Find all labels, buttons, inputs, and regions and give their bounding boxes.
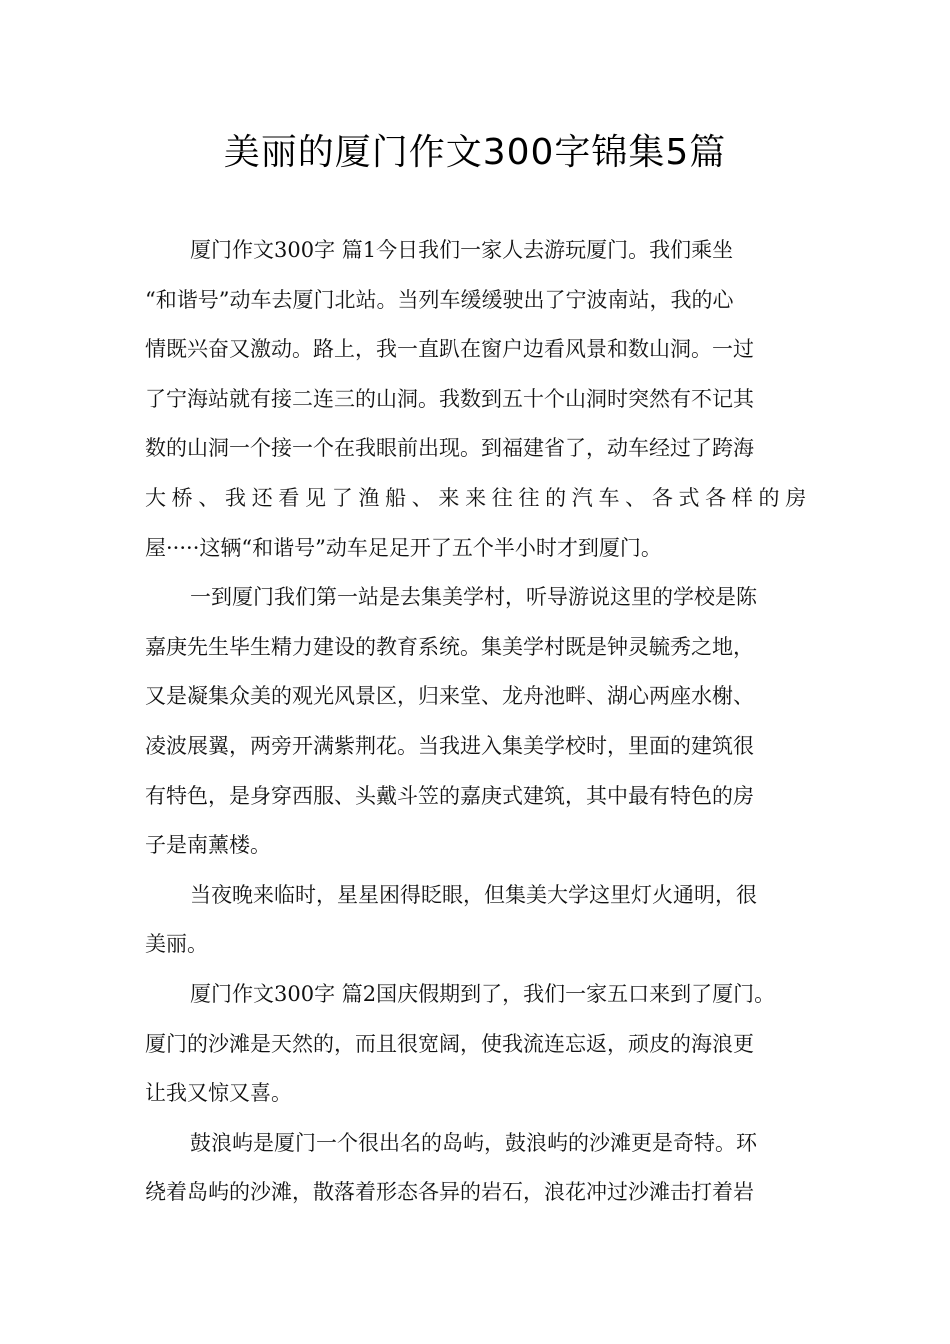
text-line: 数的山洞一个接一个在我眼前出现。到福建省了，动车经过了跨海 — [145, 436, 754, 461]
text-line: 厦门作文300字 篇2国庆假期到了，我们一家五口来到了厦门。 — [190, 981, 776, 1006]
text-line: 大 桥 、 我 还 看 见 了 渔 船 、 来 来 往 往 的 汽 车 、 各 式 各 样 的 房 — [145, 485, 806, 510]
text-line: 当夜晚来临时，星星困得眨眼，但集美大学这里灯火通明，很 — [190, 882, 757, 907]
text-line: 情既兴奋又激动。路上，我一直趴在窗户边看风景和数山洞。一过 — [145, 337, 754, 362]
text-line: 让我又惊又喜。 — [145, 1081, 292, 1106]
document-body — [145, 226, 807, 1218]
text-line: 屋·····这辆“和谐号”动车足足开了五个半小时才到厦门。 — [145, 535, 662, 560]
text-line: 有特色，是身穿西服、头戴斗笠的嘉庚式建筑，其中最有特色的房 — [145, 783, 754, 808]
text-line: 厦门作文300字 篇1今日我们一家人去游玩厦门。我们乘坐 — [190, 238, 734, 262]
text-line: 鼓浪屿是厦门一个很出名的岛屿，鼓浪屿的沙滩更是奇特。环 — [190, 1130, 757, 1155]
document-title: 美丽的厦门作文300字锦集5篇 — [223, 132, 727, 173]
text-line: 又是凝集众美的观光风景区，归来堂、龙舟池畔、湖心两座水榭、 — [145, 684, 754, 709]
text-line: “和谐号”动车去厦门北站。当列车缓缓驶出了宁波南站，我的心 — [145, 287, 734, 312]
text-line: 厦门的沙滩是天然的，而且很宽阔，使我流连忘返，顽皮的海浪更 — [145, 1031, 754, 1056]
text-line: 了宁海站就有接二连三的山洞。我数到五十个山洞时突然有不记其 — [145, 386, 754, 411]
text-line: 一到厦门我们第一站是去集美学村，听导游说这里的学校是陈 — [190, 585, 757, 610]
text-line: 嘉庚先生毕生精力建设的教育系统。集美学村既是钟灵毓秀之地， — [145, 634, 754, 659]
text-line: 美丽。 — [145, 932, 208, 957]
text-line: 绕着岛屿的沙滩，散落着形态各异的岩石，浪花冲过沙滩击打着岩 — [145, 1180, 754, 1205]
text-line: 凌波展翼，两旁开满紫荆花。当我进入集美学校时，里面的建筑很 — [145, 733, 754, 758]
text-line: 子是南薰楼。 — [145, 833, 271, 858]
